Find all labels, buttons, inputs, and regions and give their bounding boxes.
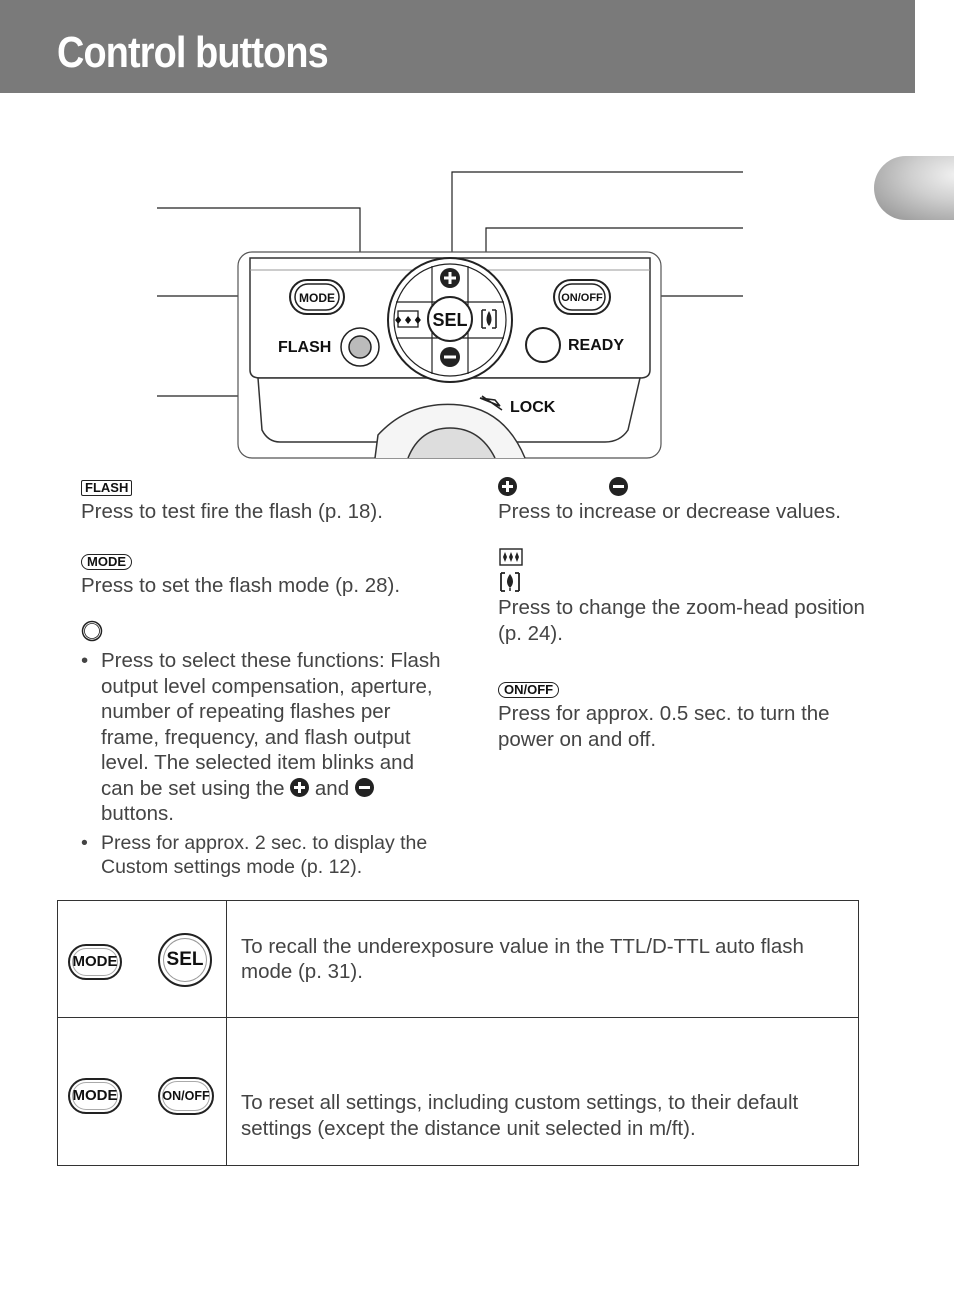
onoff-section (498, 675, 868, 752)
svg-text:♦♦♦: ♦♦♦ (393, 314, 423, 327)
flash-label: FLASH (278, 339, 332, 356)
sel-button-icon: SEL (158, 933, 212, 987)
onoff-button-icon: ON/OFF (498, 682, 559, 698)
cross-pad (388, 258, 512, 382)
sel-bullet-1: • Press to select these functions: Flash output level compensation, aperture, number of repeating flashes per frame, frequency, and flash output level. The selected item blinks and can be set using the and buttons. (81, 648, 451, 827)
button-combinations-table (57, 900, 859, 1166)
sel-label: SEL (432, 310, 468, 330)
plus-minus-section (498, 473, 868, 525)
ready-lamp (526, 328, 560, 362)
flash-section (81, 473, 461, 525)
ready-label: READY (568, 337, 625, 354)
mode-button-icon: MODE (68, 1078, 122, 1114)
flash-button-icon: FLASH (81, 480, 132, 496)
plus-icon (290, 778, 309, 797)
tele-zoom-icon (498, 571, 522, 593)
combo-desc-cell (227, 1018, 859, 1166)
sel-button-icon (81, 620, 103, 642)
mode-button-icon: MODE (68, 944, 122, 980)
combo-desc-cell (227, 901, 859, 1018)
onoff-button-icon: ON/OFF (158, 1077, 214, 1115)
sel-bullet-2: • Press for approx. 2 sec. to display the Custom settings mode (p. 12). (81, 831, 451, 880)
combo-buttons-cell (58, 1018, 227, 1166)
minus-icon (355, 778, 374, 797)
table-row (58, 1018, 859, 1166)
zoom-section (498, 547, 868, 646)
mode-section (81, 547, 461, 599)
table-row (58, 901, 859, 1018)
onoff-desc: Press for approx. 0.5 sec. to turn the power on and off. (498, 702, 830, 751)
plus-icon (498, 477, 517, 496)
plus-minus-desc: Press to increase or decrease values. (498, 500, 841, 523)
mode-desc: Press to set the flash mode (p. 28). (81, 574, 401, 597)
combo-desc: To reset all settings, including custom settings, to their default settings (except the distance unit selected in m/ft). (241, 1091, 799, 1140)
onoff-button-diagram (554, 280, 610, 314)
onoff-label: ON/OFF (561, 292, 603, 304)
control-panel-diagram (150, 160, 750, 460)
sel-section (81, 620, 451, 880)
mode-button-diagram (290, 280, 344, 314)
mode-button-icon: MODE (81, 554, 132, 570)
flash-desc: Press to test fire the flash (p. 18). (81, 500, 383, 523)
zoom-desc: Press to change the zoom-head position (p. 24). (498, 596, 865, 645)
lock-label: LOCK (510, 399, 556, 416)
page-header (0, 0, 915, 93)
combo-buttons-cell (58, 901, 227, 1018)
minus-icon (609, 477, 628, 496)
combo-desc: To recall the underexposure value in the TTL/D-TTL auto flash mode (p. 31). (241, 934, 804, 983)
page-title: Control buttons (57, 28, 328, 77)
chapter-tab (874, 156, 954, 220)
mode-label: MODE (299, 291, 335, 305)
wide-zoom-icon (498, 548, 524, 566)
